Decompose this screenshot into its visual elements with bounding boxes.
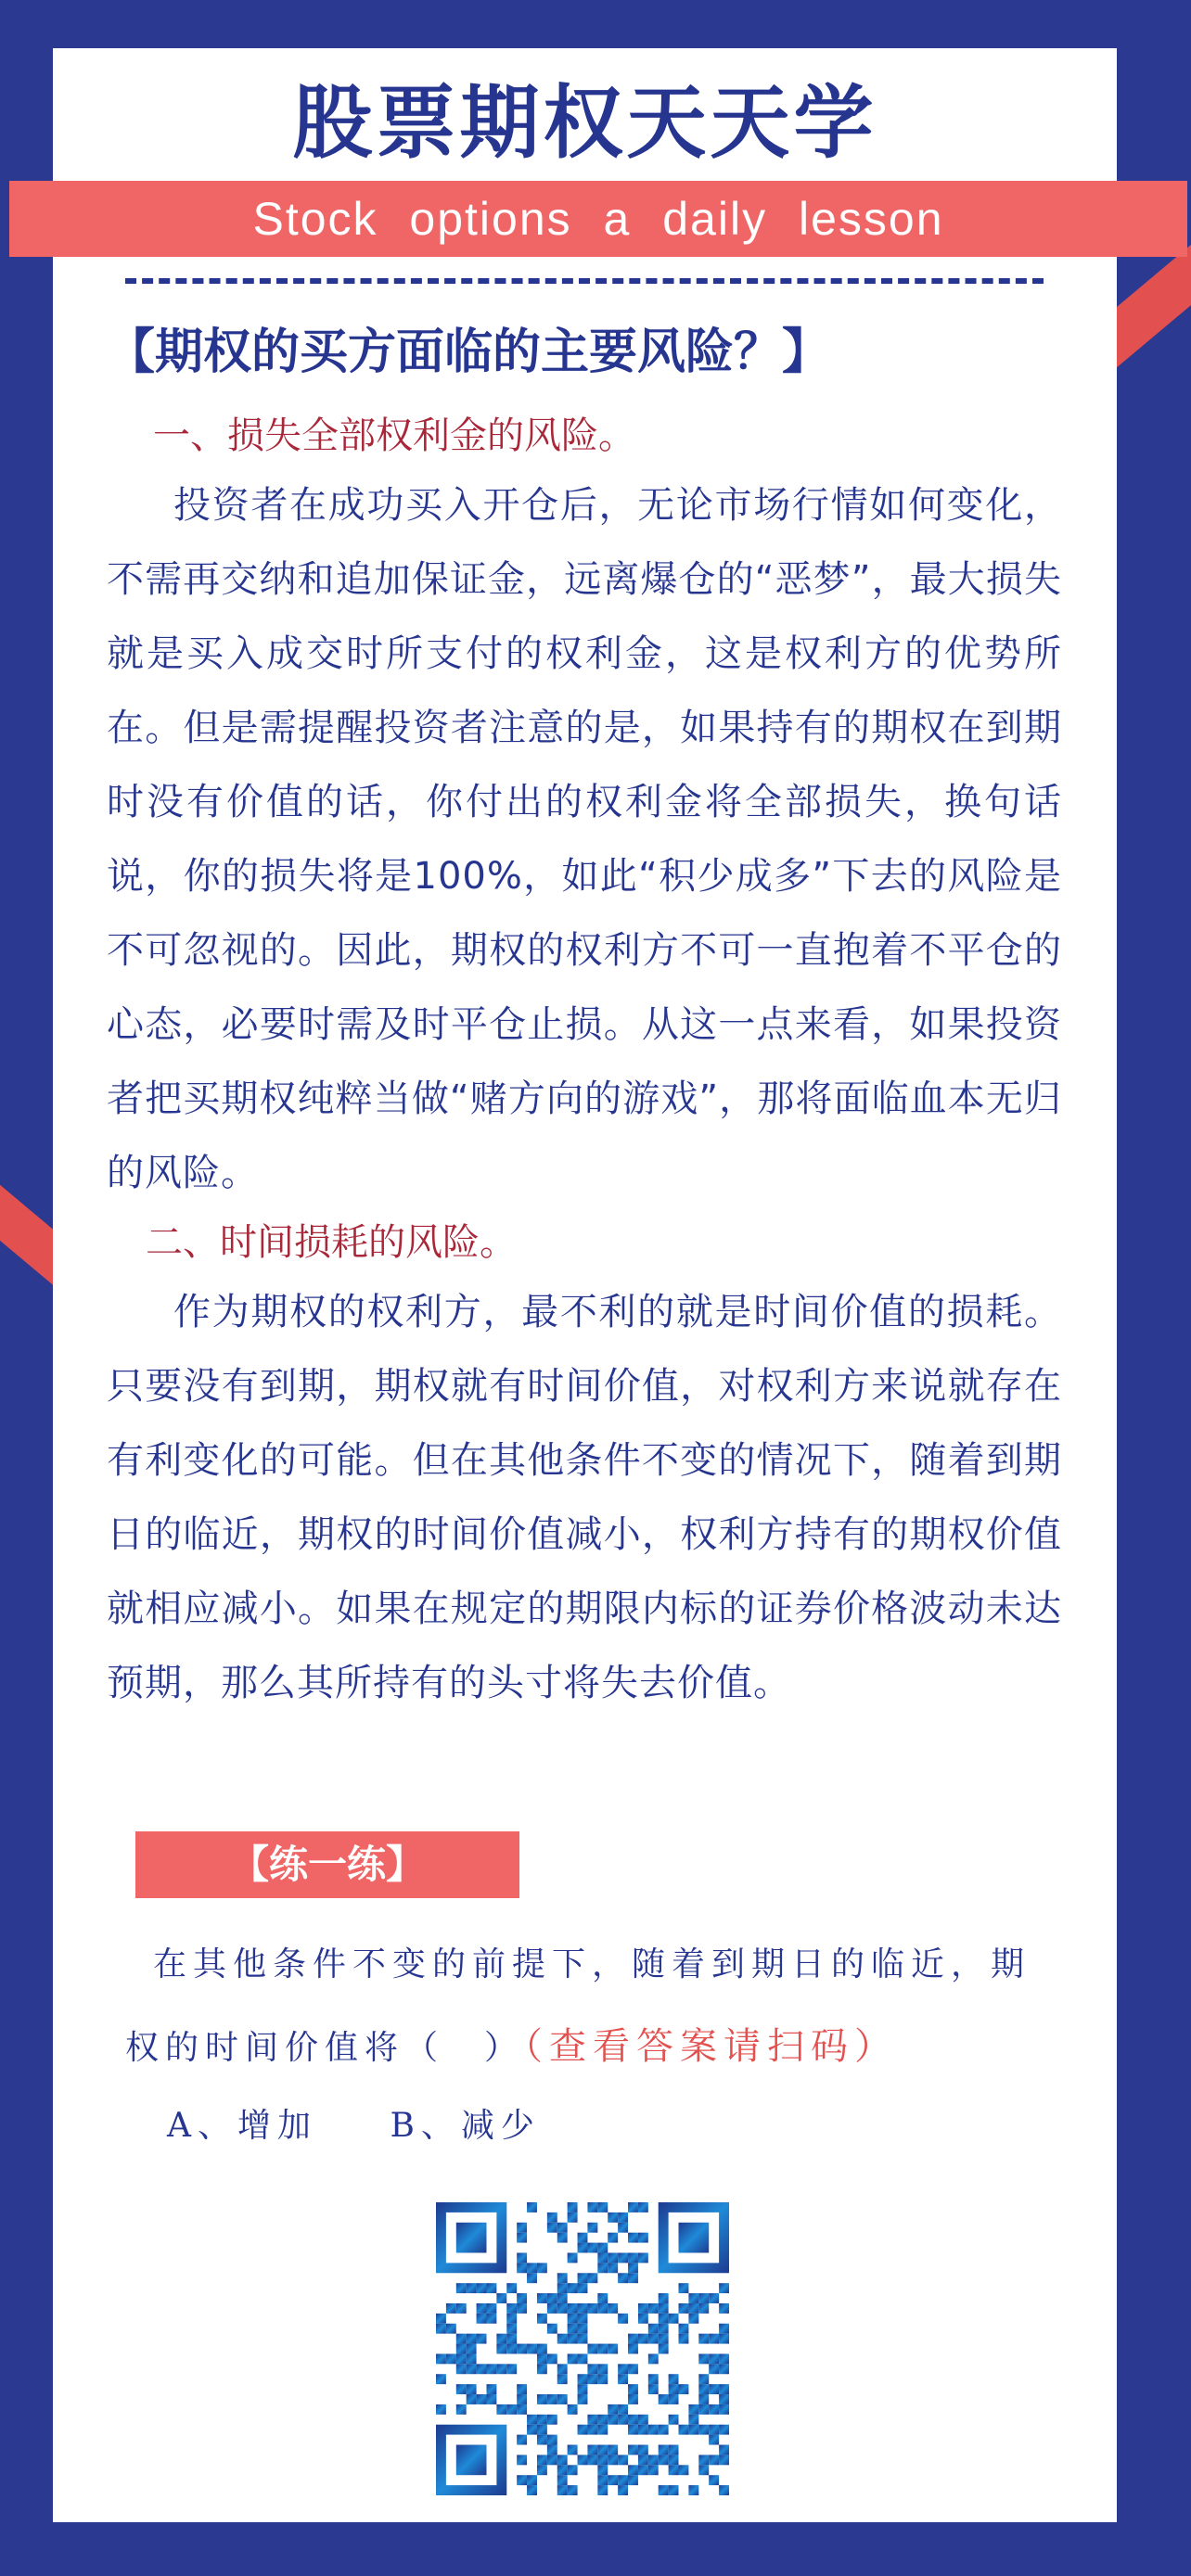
practice-block <box>125 1924 1053 2163</box>
section-body-2: 作为期权的权利方，最不利的就是时间价值的损耗。只要没有到期，期权就有时间价值，对权利方来说就存在有利变化的可能。但在其他条件不变的情况下，随着到期日的临近，期权的时间价值减小，权利方持有的期权价值就相应减小。如果在规定的期限内标的证券价格波动未达预期，那么其所持有的头寸将失去价值。 <box>107 1291 1062 1704</box>
qr-code-icon[interactable] <box>436 2202 729 2495</box>
article <box>107 311 1062 1720</box>
section-heading-1: 一、损失全部权利金的风险。 <box>153 414 635 457</box>
option-a: A、增加 <box>167 2107 317 2145</box>
practice-label: 【练一练】 <box>135 1831 519 1898</box>
practice-question-text: 在其他条件不变的前提下，随着到期日的临近，期权的时间价值将（ ） <box>125 1945 1031 2067</box>
subtitle-text: Stock options a daily lesson <box>252 193 944 245</box>
option-b: B、减少 <box>390 2107 541 2145</box>
qr-code-graphic <box>436 2202 729 2495</box>
page-title: 股票期权天天学 <box>292 77 877 170</box>
subtitle-banner <box>9 181 1187 257</box>
practice-question <box>125 1924 1053 2089</box>
question-title: 【期权的买方面临的主要风险？】 <box>107 325 831 380</box>
section-heading-2: 二、时间损耗的风险。 <box>146 1221 517 1264</box>
dashed-divider <box>125 278 1044 284</box>
practice-options <box>125 2089 1053 2163</box>
answer-qr-hint: （查看答案请扫码） <box>524 2025 899 2068</box>
section-body-1: 投资者在成功买入开仓后，无论市场行情如何变化，不需再交纳和追加保证金，远离爆仓的“恶梦”，最大损失就是买入成交时所支付的权利金，这是权利方的优势所在。但是需提醒投资者注意的是，如果持有的期权在到期时没有价值的话，你付出的权利金将全部损失，换句话说，你的损失将是100%，如此“积少成多”下去的风险是不可忽视的。因此，期权的权利方不可一直抱着不平仓的心态，必要时需及时平仓止损。从这一点来看，如果投资者把买期权纯粹当做“赌方向的游戏”，那将面临血本无归的风险。 <box>107 484 1062 1194</box>
